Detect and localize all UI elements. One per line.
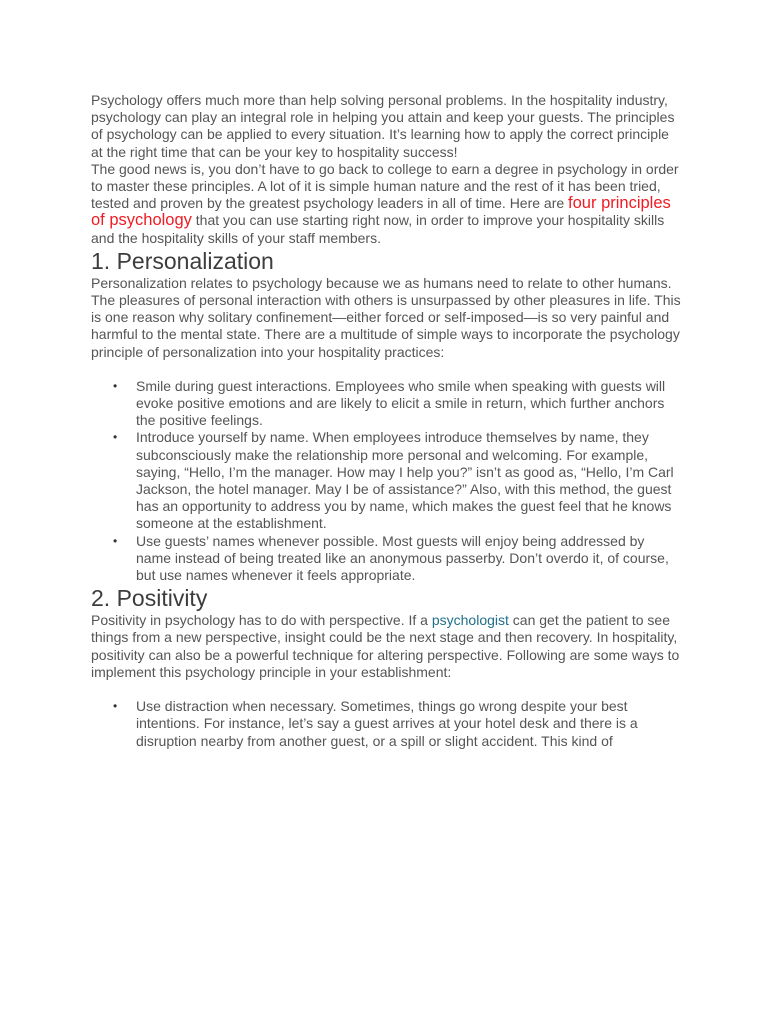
positivity-list bbox=[91, 698, 681, 750]
document-page bbox=[91, 92, 681, 750]
intro-paragraph-1: Psychology offers much more than help solving personal problems. In the hospitality industry, psychology can play an integral role in helping you attain and keep your guests. The principles of psychology can be applied to every situation. It’s learning how to apply the correct principle at the right time that can be your key to hospitality success! bbox=[91, 92, 675, 160]
bullet-icon: • bbox=[113, 533, 118, 548]
list-item bbox=[113, 532, 681, 585]
positivity-paragraph bbox=[91, 612, 681, 681]
list-item-text: Use guests’ names whenever possible. Most guests will enjoy being addressed by name instead of being treated like an anonymous passerby. Don’t overdo it, of course, but use names whenever it feels appropriate. bbox=[136, 532, 669, 584]
intro-paragraph-2-text-start: The good news is, you don’t have to go back to college to earn a degree in psychology in order to master these principles. A lot of it is simple human nature and the rest of it has been tried, tested and proven by the greatest psychology leaders in all of time. Here are bbox=[91, 160, 679, 212]
list-item-text: Introduce yourself by name. When employees introduce themselves by name, they subconsciously make the relationship more personal and welcoming. For example, saying, “Hello, I’m the manager. How may I help you?” isn’t as good as, “Hello, I’m Carl Jackson, the hotel manager. May I be of assistance?” Also, with this method, the guest has an opportunity to address you by name, which makes the guest feel that he knows someone at the establishment. bbox=[136, 429, 674, 532]
list-item-text: Use distraction when necessary. Sometimes, things go wrong despite your best intentions. For instance, let’s say a guest arrives at your hotel desk and there is a disruption nearby from another guest, or a spill or slight accident. This kind of bbox=[136, 698, 638, 749]
personalization-list bbox=[91, 378, 681, 584]
positivity-text-end: can get the patient to see things from a new perspective, insight could be the next stage and then recovery. In hospitality, positivity can also be a powerful technique for altering perspective. Following are some ways to implement this psychology principle in your establishment: bbox=[91, 612, 680, 680]
bullet-icon: • bbox=[113, 430, 118, 445]
intro-paragraph-2 bbox=[91, 161, 681, 247]
heading-positivity: 2. Positivity bbox=[91, 585, 208, 612]
list-item bbox=[113, 429, 681, 532]
intro-paragraph-2-text-end: that you can use starting right now, in order to improve your hospitality skills and the hospitality skills of your staff members. bbox=[91, 212, 665, 246]
heading-personalization: 1. Personalization bbox=[91, 247, 274, 274]
bullet-icon: • bbox=[113, 699, 118, 714]
list-item bbox=[113, 377, 681, 430]
four-principles-link[interactable]: four principles of psychology bbox=[91, 194, 671, 230]
list-item bbox=[113, 698, 681, 750]
positivity-text-start: Positivity in psychology has to do with perspective. If a bbox=[91, 612, 432, 629]
bullet-icon: • bbox=[113, 378, 118, 393]
list-item-text: Smile during guest interactions. Employees who smile when speaking with guests will evoke positive emotions and are likely to elicit a smile in return, which further anchors the positive feelings. bbox=[136, 377, 666, 429]
personalization-paragraph: Personalization relates to psychology because we as humans need to relate to other humans. The pleasures of personal interaction with others is unsurpassed by other pleasures in life. This is one reason why solitary confinement—either forced or self-imposed—is so very painful and harmful to the mental state. There are a multitude of simple ways to incorporate the psychology principle of personalization into your hospitality practices: bbox=[91, 274, 681, 360]
psychologist-link[interactable]: psychologist bbox=[431, 612, 509, 629]
